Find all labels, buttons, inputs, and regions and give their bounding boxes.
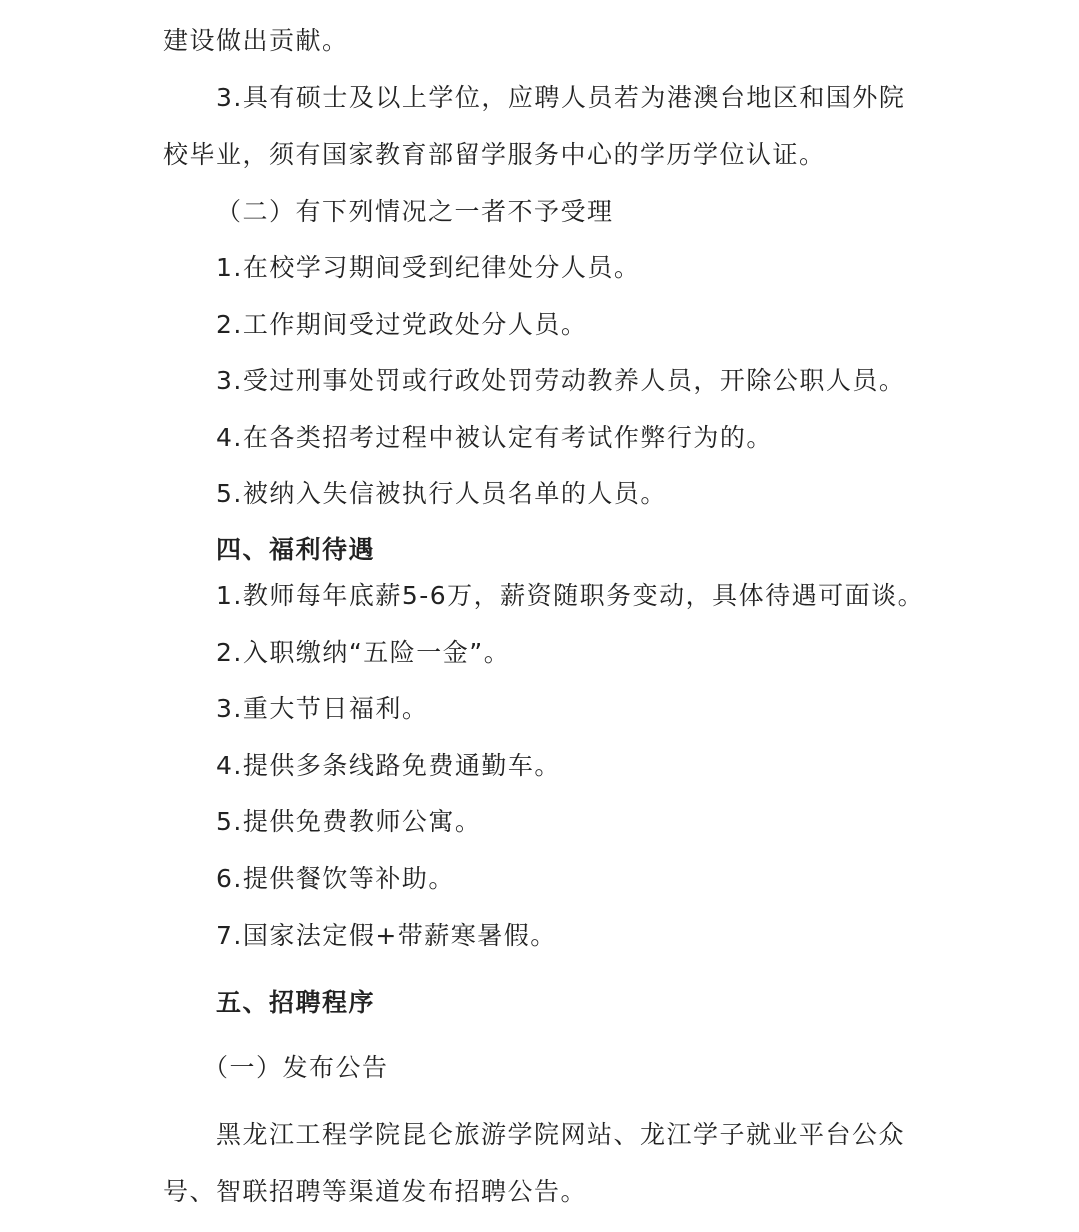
benefit-item-2: 2.入职缴纳“五险一金”。 [216, 638, 511, 667]
exclusion-item-1: 1.在校学习期间受到纪律处分人员。 [216, 253, 641, 282]
paragraph-line: 号、智联招聘等渠道发布招聘公告。 [163, 1177, 588, 1206]
section-heading-procedure: 五、招聘程序 [216, 988, 376, 1017]
exclusion-item-5: 5.被纳入失信被执行人员名单的人员。 [216, 479, 667, 508]
paragraph-line: 黑龙江工程学院昆仑旅游学院网站、龙江学子就业平台公众 [216, 1120, 906, 1149]
benefit-item-7: 7.国家法定假+带薪寒暑假。 [216, 921, 557, 950]
section-heading-benefits: 四、福利待遇 [216, 535, 376, 564]
benefit-item-5: 5.提供免费教师公寓。 [216, 807, 482, 836]
subsection-heading: （一）发布公告 [203, 1053, 389, 1082]
subsection-heading: （二）有下列情况之一者不予受理 [216, 197, 614, 226]
benefit-item-3: 3.重大节日福利。 [216, 694, 429, 723]
benefit-item-1: 1.教师每年底薪5-6万，薪资随职务变动，具体待遇可面谈。 [216, 581, 925, 610]
exclusion-item-2: 2.工作期间受过党政处分人员。 [216, 310, 588, 339]
paragraph-line: 建设做出贡献。 [163, 26, 349, 55]
benefit-item-6: 6.提供餐饮等补助。 [216, 864, 455, 893]
benefit-item-4: 4.提供多条线路免费通勤车。 [216, 751, 561, 780]
exclusion-item-3: 3.受过刑事处罚或行政处罚劳动教养人员，开除公职人员。 [216, 366, 906, 395]
exclusion-item-4: 4.在各类招考过程中被认定有考试作弊行为的。 [216, 423, 773, 452]
paragraph-line: 校毕业，须有国家教育部留学服务中心的学历学位认证。 [163, 140, 826, 169]
requirement-item-3: 3.具有硕士及以上学位，应聘人员若为港澳台地区和国外院 [216, 83, 906, 112]
